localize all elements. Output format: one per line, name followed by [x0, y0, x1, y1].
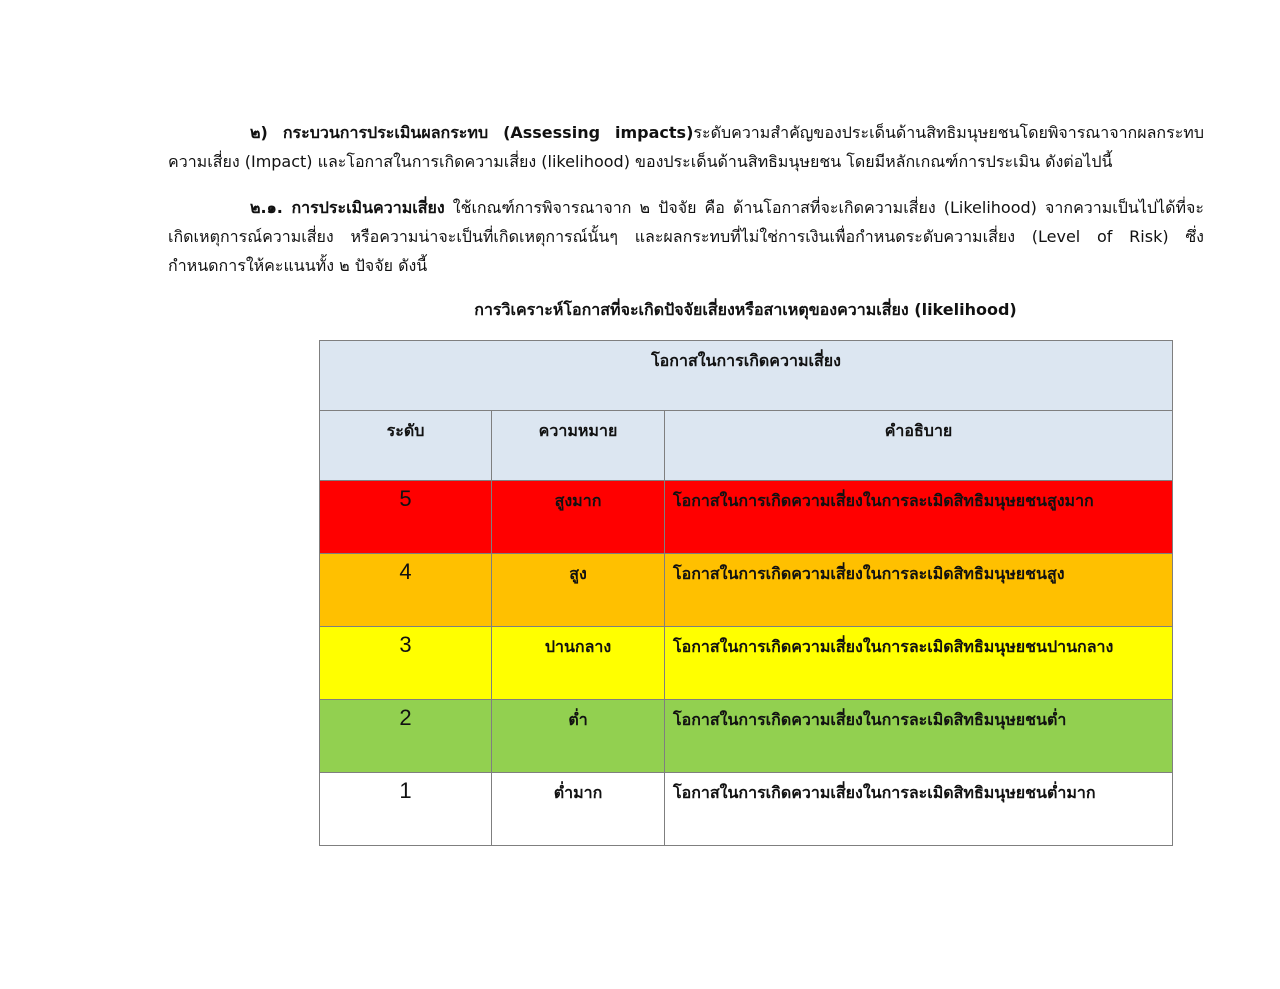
- impact-assessment-heading: ๒) กระบวนการประเมินผลกระทบ (Assessing impacts): [250, 123, 694, 142]
- table-header-row: [320, 411, 1173, 481]
- table-row: [320, 481, 1173, 554]
- table-caption: การวิเคราะห์โอกาสที่จะเกิดปัจจัยเสี่ยงหรือสาเหตุของความเสี่ยง (likelihood): [474, 300, 1017, 319]
- table-title-row: [320, 341, 1173, 411]
- meaning-cell: สูง: [492, 554, 665, 627]
- table-row: [320, 773, 1173, 846]
- header-description: คำอธิบาย: [665, 411, 1173, 481]
- description-cell: โอกาสในการเกิดความเสี่ยงในการละเมิดสิทธิมนุษยชนปานกลาง: [665, 627, 1173, 700]
- meaning-cell: ปานกลาง: [492, 627, 665, 700]
- table-row: [320, 627, 1173, 700]
- likelihood-table: [319, 340, 1173, 846]
- risk-assessment-heading: ๒.๑. การประเมินความเสี่ยง: [250, 198, 445, 217]
- level-cell: 5: [320, 481, 492, 554]
- meaning-cell: ต่ำ: [492, 700, 665, 773]
- header-meaning: ความหมาย: [492, 411, 665, 481]
- description-cell: โอกาสในการเกิดความเสี่ยงในการละเมิดสิทธิมนุษยชนต่ำมาก: [665, 773, 1173, 846]
- impact-assessment-paragraph: [168, 118, 1204, 176]
- level-cell: 1: [320, 773, 492, 846]
- table-row: [320, 700, 1173, 773]
- header-level: ระดับ: [320, 411, 492, 481]
- impact-assessment-text: ระดับความสำคัญของประเด็นด้านสิทธิมนุษยชนโดยพิจารณาจากผลกระทบความเสี่ยง (Impact) และโอกาสในการเกิดความเสี่ยง (likelihood) ของประเด็นด้านสิทธิมนุษยชน โดยมีหลักเกณฑ์การประเมิน ดังต่อไปนี้: [168, 123, 1204, 171]
- description-cell: โอกาสในการเกิดความเสี่ยงในการละเมิดสิทธิมนุษยชนสูงมาก: [665, 481, 1173, 554]
- meaning-cell: สูงมาก: [492, 481, 665, 554]
- table-row: [320, 554, 1173, 627]
- level-cell: 3: [320, 627, 492, 700]
- level-cell: 2: [320, 700, 492, 773]
- risk-assessment-text: ใช้เกณฑ์การพิจารณาจาก ๒ ปัจจัย คือ ด้านโอกาสที่จะเกิดความเสี่ยง (Likelihood) จากความเป็นไปได้ที่จะเกิดเหตุการณ์ความเสี่ยง หรือความน่าจะเป็นที่เกิดเหตุการณ์นั้นๆ และผลกระทบที่ไม่ใช่การเงินเพื่อกำหนดระดับความเสี่ยง (Level of Risk) ซึ่งกำหนดการให้คะแนนทั้ง ๒ ปัจจัย ดังนี้: [168, 198, 1205, 275]
- description-cell: โอกาสในการเกิดความเสี่ยงในการละเมิดสิทธิมนุษยชนต่ำ: [665, 700, 1173, 773]
- description-cell: โอกาสในการเกิดความเสี่ยงในการละเมิดสิทธิมนุษยชนสูง: [665, 554, 1173, 627]
- level-cell: 4: [320, 554, 492, 627]
- table-title: โอกาสในการเกิดความเสี่ยง: [320, 341, 1173, 411]
- meaning-cell: ต่ำมาก: [492, 773, 665, 846]
- risk-assessment-paragraph: [168, 193, 1204, 280]
